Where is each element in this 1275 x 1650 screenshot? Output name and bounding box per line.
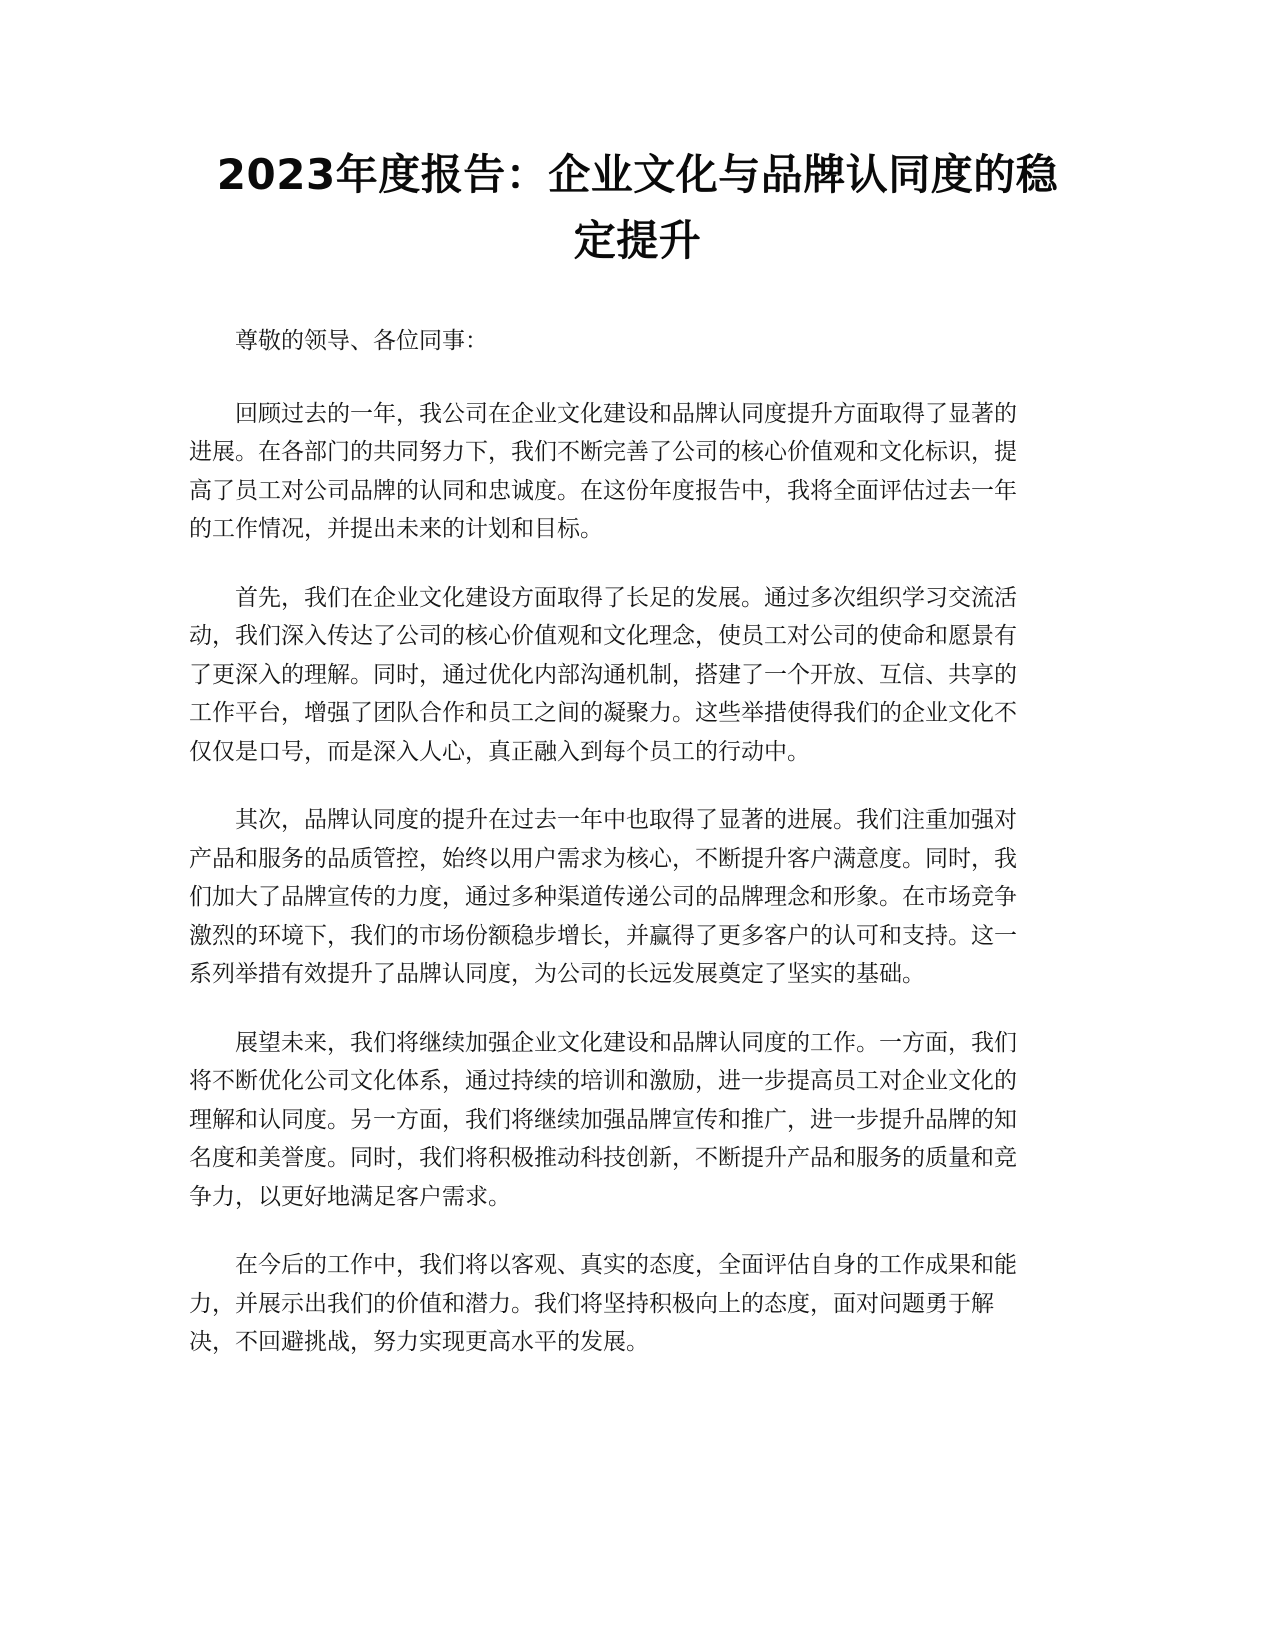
paragraph-line: 在今后的工作中，我们将以客观、真实的态度，全面评估自身的工作成果和能 (235, 1252, 1017, 1278)
salutation (189, 322, 1085, 361)
paragraph-line: 们加大了品牌宣传的力度，通过多种渠道传递公司的品牌理念和形象。在市场竞争 (189, 884, 1017, 910)
document-title (180, 142, 1095, 274)
paragraph-line: 动，我们深入传达了公司的核心价值观和文化理念，使员工对公司的使命和愿景有 (189, 623, 1017, 649)
paragraph-line: 力，并展示出我们的价值和潜力。我们将坚持积极向上的态度，面对问题勇于解 (189, 1290, 994, 1317)
paragraph-review (189, 395, 1085, 549)
paragraph-line: 仅仅是口号，而是深入人心，真正融入到每个员工的行动中。 (189, 738, 810, 765)
document-body (189, 322, 1085, 1392)
salutation-text: 尊敬的领导、各位同事： (235, 328, 488, 354)
paragraph-outlook (189, 1024, 1085, 1217)
paragraph-line: 工作平台，增强了团队合作和员工之间的凝聚力。这些举措使得我们的企业文化不 (189, 700, 1017, 726)
paragraph-line: 名度和美誉度。同时，我们将积极推动科技创新，不断提升产品和服务的质量和竞 (189, 1145, 1017, 1171)
title-line: 定提升 (573, 216, 702, 265)
paragraph-line: 将不断优化公司文化体系，通过持续的培训和激励，进一步提高员工对企业文化的 (189, 1068, 1017, 1094)
paragraph-line: 首先，我们在企业文化建设方面取得了长足的发展。通过多次组织学习交流活 (235, 584, 1017, 611)
paragraph-line: 展望未来，我们将继续加强企业文化建设和品牌认同度的工作。一方面，我们 (235, 1029, 1017, 1056)
paragraph-line: 激烈的环境下，我们的市场份额稳步增长，并赢得了更多客户的认可和支持。这一 (189, 922, 1017, 949)
paragraph-line: 产品和服务的品质管控，始终以用户需求为核心，不断提升客户满意度。同时，我 (189, 845, 1017, 872)
paragraph-line: 回顾过去的一年，我公司在企业文化建设和品牌认同度提升方面取得了显著的 (235, 400, 1017, 427)
paragraph-line: 进展。在各部门的共同努力下，我们不断完善了公司的核心价值观和文化标识，提 (189, 439, 1017, 465)
paragraph-brand (189, 801, 1085, 994)
paragraph-line: 高了员工对公司品牌的认同和忠诚度。在这份年度报告中，我将全面评估过去一年 (189, 477, 1017, 504)
title-line: 2023年度报告：企业文化与品牌认同度的稳 (216, 150, 1059, 199)
paragraph-line: 争力，以更好地满足客户需求。 (189, 1183, 511, 1210)
paragraph-culture (189, 579, 1085, 772)
paragraph-line: 其次，品牌认同度的提升在过去一年中也取得了显著的进展。我们注重加强对 (235, 807, 1017, 833)
paragraph-line: 理解和认同度。另一方面，我们将继续加强品牌宣传和推广，进一步提升品牌的知 (189, 1106, 1017, 1133)
paragraph-line: 的工作情况，并提出未来的计划和目标。 (189, 516, 603, 542)
paragraph-closing (189, 1246, 1085, 1362)
paragraph-line: 决，不回避挑战，努力实现更高水平的发展。 (189, 1329, 649, 1355)
paragraph-line: 系列举措有效提升了品牌认同度，为公司的长远发展奠定了坚实的基础。 (189, 961, 925, 987)
paragraph-line: 了更深入的理解。同时，通过优化内部沟通机制，搭建了一个开放、互信、共享的 (189, 661, 1017, 688)
